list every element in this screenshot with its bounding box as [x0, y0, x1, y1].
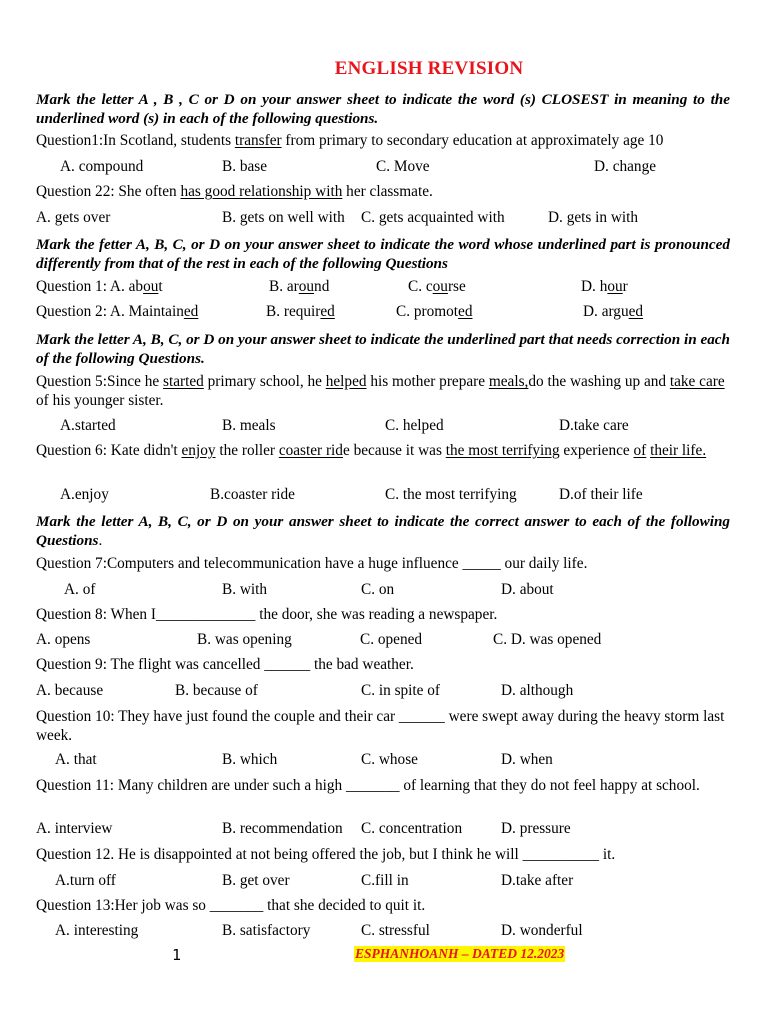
q8-option-d[interactable]: C. D. was opened [493, 631, 602, 648]
q10-option-d[interactable]: D. when [501, 751, 553, 768]
q13-option-c[interactable]: C. stressful [361, 922, 430, 939]
pron-q2-option-d[interactable]: D. argued [583, 303, 644, 320]
q9-option-c[interactable]: C. in spite of [361, 682, 441, 699]
q22-option-b[interactable]: B. gets on well with [222, 209, 345, 226]
section4-instruction: Mark the letter A, B, C, or D on your answer sheet to indicate the correct answer to each of the following Questions. [36, 513, 730, 549]
q8-option-b[interactable]: B. was opening [197, 631, 292, 648]
q8-option-c[interactable]: C. opened [360, 631, 423, 648]
question-13-stem: Question 13:Her job was so _______ that she decided to quit it. [36, 897, 426, 914]
q11-option-d[interactable]: D. pressure [501, 820, 571, 837]
q22-option-a[interactable]: A. gets over [36, 209, 111, 226]
q1-option-b[interactable]: B. base [222, 158, 268, 175]
q10-option-c[interactable]: C. whose [361, 751, 418, 768]
question-6-stem: Question 6: Kate didn't enjoy the roller coaster ride because it was the most terrifying experience of their life. [36, 442, 707, 459]
q7-option-d[interactable]: D. about [501, 581, 554, 598]
pron-q2-option-b[interactable]: B. required [266, 303, 335, 320]
q9-option-d[interactable]: D. although [501, 682, 574, 699]
q22-option-d[interactable]: D. gets in with [548, 209, 639, 226]
q5-option-d[interactable]: D.take care [559, 417, 629, 434]
q11-option-b[interactable]: B. recommendation [222, 820, 343, 837]
question-7-stem: Question 7:Computers and telecommunication have a huge influence _____ our daily life. [36, 555, 588, 572]
pron-q1-option-a[interactable]: Question 1: A. about [36, 278, 163, 295]
q12-option-c[interactable]: C.fill in [361, 872, 409, 889]
q7-option-a[interactable]: A. of [64, 581, 96, 598]
q9-option-a[interactable]: A. because [36, 682, 104, 699]
q22-option-c[interactable]: C. gets acquainted with [361, 209, 505, 226]
pron-q1-option-c[interactable]: C. course [408, 278, 466, 295]
pron-q1-option-b[interactable]: B. around [269, 278, 330, 295]
q12-option-b[interactable]: B. get over [222, 872, 290, 889]
q10-option-a[interactable]: A. that [55, 751, 97, 768]
q13-option-a[interactable]: A. interesting [55, 922, 139, 939]
q7-option-c[interactable]: C. on [361, 581, 395, 598]
section3-instruction: Mark the letter A, B, C, or D on your answer sheet to indicate the underlined part that needs correction in each of the following Questions. [36, 331, 730, 367]
question-5-stem: Question 5:Since he started primary school, he helped his mother prepare meals,do the washing up and take care of his younger sister. [36, 373, 725, 409]
underlined-word: transfer [234, 132, 282, 149]
page-title: ENGLISH REVISION [334, 58, 524, 79]
q11-option-c[interactable]: C. concentration [361, 820, 463, 837]
q10-option-b[interactable]: B. which [222, 751, 278, 768]
q8-option-a[interactable]: A. opens [36, 631, 91, 648]
section2-instruction: Mark the fetter A, B, C, or D on your answer sheet to indicate the word whose underlined part is pronounced differently from that of the rest in each of the following Questions [36, 236, 730, 272]
q6-option-a[interactable]: A.enjoy [60, 486, 109, 503]
q13-option-d[interactable]: D. wonderful [501, 922, 583, 939]
q11-option-a[interactable]: A. interview [36, 820, 113, 837]
pron-q2-option-c[interactable]: C. promoted [396, 303, 473, 320]
pron-q2-option-a[interactable]: Question 2: A. Maintained [36, 303, 199, 320]
q1-option-a[interactable]: A. compound [60, 158, 144, 175]
footer-brand: ESPHANHOANH – DATED 12.2023 [355, 946, 565, 961]
section1-instruction: Mark the letter A , B , C or D on your answer sheet to indicate the word (s) CLOSEST in meaning to the underlined word (s) in each of the following questions. [36, 91, 730, 127]
q6-option-c[interactable]: C. the most terrifying [385, 486, 517, 503]
question-9-stem: Question 9: The flight was cancelled ______ the bad weather. [36, 656, 414, 673]
pron-q1-option-d[interactable]: D. hour [581, 278, 628, 295]
question-1-stem: Question1:In Scotland, students transfer from primary to secondary education at approximately age 10 [36, 132, 664, 149]
q1-option-d[interactable]: D. change [594, 158, 657, 175]
q12-option-a[interactable]: A.turn off [55, 872, 116, 889]
question-22-stem: Question 22: She often has good relationship with her classmate. [36, 183, 433, 200]
q12-option-d[interactable]: D.take after [501, 872, 574, 889]
q7-option-b[interactable]: B. with [222, 581, 268, 598]
question-8-stem: Question 8: When I_____________ the door, she was reading a newspaper. [36, 606, 498, 623]
question-12-stem: Question 12. He is disappointed at not being offered the job, but I think he will __________ it. [36, 846, 616, 863]
q5-option-a[interactable]: A.started [60, 417, 116, 434]
underlined-phrase: has good relationship with [180, 183, 343, 200]
q1-option-c[interactable]: C. Move [376, 158, 430, 175]
question-10-stem: Question 10: They have just found the couple and their car ______ were swept away during the heavy storm last week. [36, 708, 725, 744]
page-number: 1 [172, 946, 182, 964]
q6-option-b[interactable]: B.coaster ride [210, 486, 295, 503]
q5-option-c[interactable]: C. helped [385, 417, 444, 434]
question-11-stem: Question 11: Many children are under such a high _______ of learning that they do not feel happy at school. [36, 777, 700, 794]
q6-option-d[interactable]: D.of their life [559, 486, 643, 503]
q5-option-b[interactable]: B. meals [222, 417, 276, 434]
q13-option-b[interactable]: B. satisfactory [222, 922, 311, 939]
q9-option-b[interactable]: B. because of [175, 682, 258, 699]
